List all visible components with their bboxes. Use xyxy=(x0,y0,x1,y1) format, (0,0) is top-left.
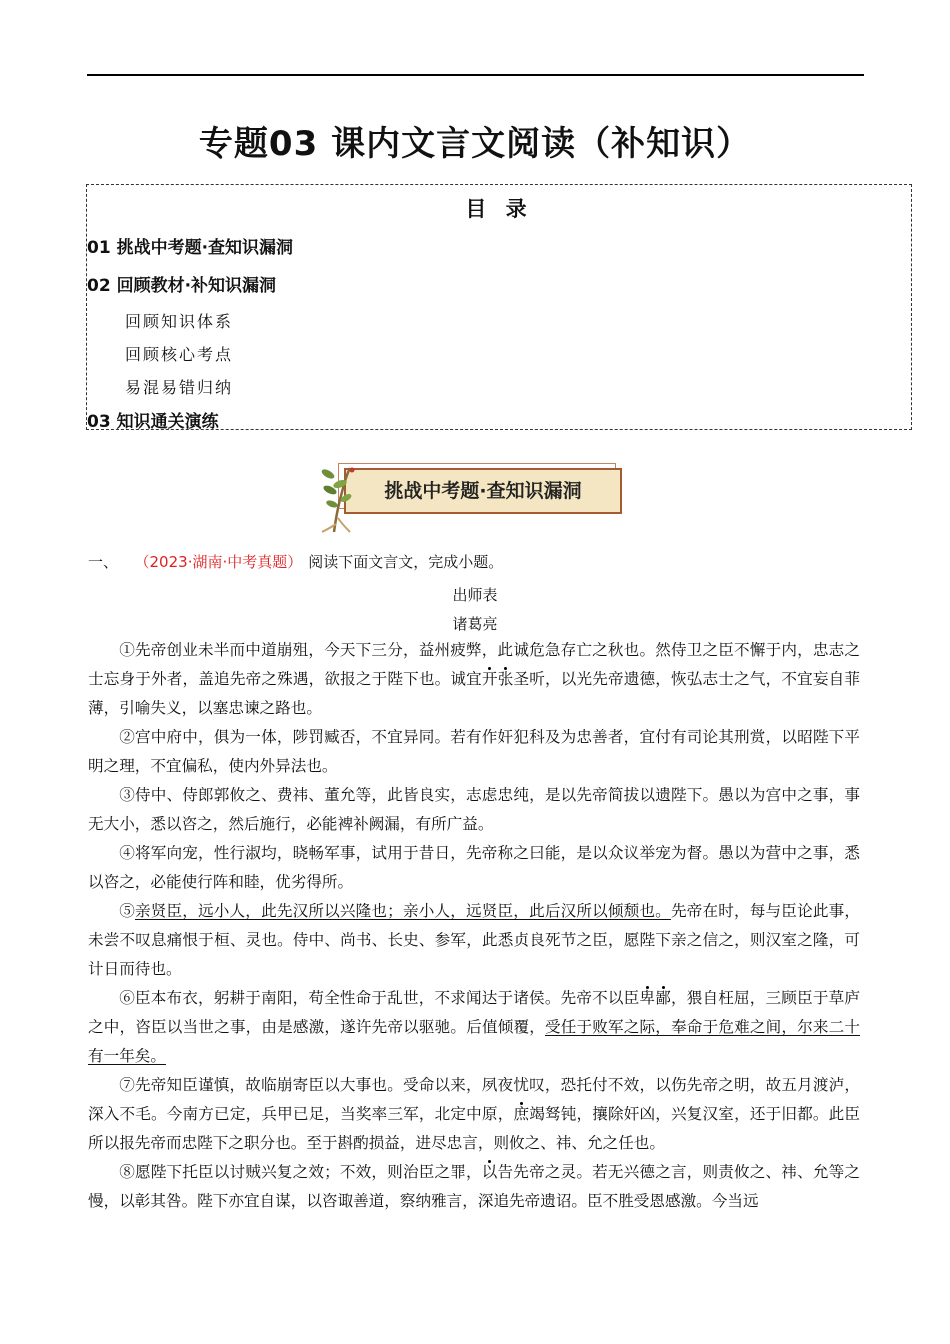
emphasis-char: 以 xyxy=(481,1163,498,1181)
header-rule xyxy=(87,74,864,76)
question-header xyxy=(88,551,503,572)
paragraph-6: ⑥臣本布衣，躬耕于南阳，苟全性命于乱世，不求闻达于诸侯。先帝不以臣卑鄙，猥自枉屈，三顾臣于草庐之中，咨臣以当世之事，由是感激，遂许先帝以驱驰。后值倾覆，受任于败军之际，奉命于危难之间，尔来二十有一年矣。 xyxy=(88,989,860,1065)
underlined-sentence: 亲贤臣，远小人，此先汉所以兴隆也；亲小人，远贤臣，此后汉所以倾颓也。 xyxy=(134,902,671,920)
paragraph-3: ③侍中、侍郎郭攸之、费祎、董允等，此皆良实，志虑忠纯，是以先帝简拔以遗陛下。愚以为宫中之事，事无大小，悉以咨之，然后施行，必能裨补阙漏，有所广益。 xyxy=(88,786,860,833)
page-title: 专题03 课内文言文阅读（补知识） xyxy=(198,124,752,164)
toc-section-1[interactable]: 01 挑战中考题·查知识漏洞 xyxy=(87,238,294,258)
paragraph-7: ⑦先帝知臣谨慎，故临崩寄臣以大事也。受命以来，夙夜忧叹，恐托付不效，以伤先帝之明，故五月渡泸，深入不毛。今南方已定，兵甲已足，当奖率三军，北定中原，庶竭驽钝，攘除奸凶，兴复汉室，还于旧都。此臣所以报先帝而忠陛下之职分也。至于斟酌损益，进尽忠言，则攸之、祎、允之任也。 xyxy=(88,1076,860,1152)
emphasis-char: 卑 xyxy=(639,989,656,1007)
paragraph-1: ①先帝创业未半而中道崩殂，今天下三分，益州疲弊，此诚危急存亡之秋也。然侍卫之臣不懈于内，忠志之士忘身于外者，盖追先帝之殊遇，欲报之于陛下也。诚宜开张圣听，以光先帝遗德，恢弘志士之气，不宜妄自菲薄，引喻失义，以塞忠谏之路也。 xyxy=(88,641,860,717)
question-prompt: 阅读下面文言文，完成小题。 xyxy=(308,553,504,571)
essay-author: 诸葛亮 xyxy=(452,615,498,633)
toc-section-2[interactable]: 02 回顾教材·补知识漏洞 xyxy=(87,276,277,296)
table-of-contents xyxy=(86,184,912,430)
toc-subitem-2[interactable]: 回顾核心考点 xyxy=(125,345,234,364)
toc-subitem-1[interactable]: 回顾知识体系 xyxy=(125,312,234,331)
emphasis-char: 开 xyxy=(481,670,498,688)
question-number: 一、 xyxy=(88,553,119,571)
paragraph-8: ⑧愿陛下托臣以讨贼兴复之效；不效，则治臣之罪，以告先帝之灵。若无兴德之言，则责攸之、祎、允等之慢，以彰其咎。陛下亦宜自谋，以咨诹善道，察纳雅言，深追先帝遗诏。臣不胜受恩感激。今当远 xyxy=(88,1163,860,1210)
question-source: （2023·湖南·中考真题） xyxy=(142,553,303,571)
paragraph-5: ⑤亲贤臣，远小人，此先汉所以兴隆也；亲小人，远贤臣，此后汉所以倾颓也。先帝在时，每与臣论此事，未尝不叹息痛恨于桓、灵也。侍中、尚书、长史、参军，此悉贞良死节之臣，愿陛下亲之信之，则汉室之隆，可计日而待也。 xyxy=(88,902,860,978)
toc-subitem-3[interactable]: 易混易错归纳 xyxy=(125,378,234,397)
essay-title: 出师表 xyxy=(452,586,498,604)
toc-section-3[interactable]: 03 知识通关演练 xyxy=(87,412,219,432)
paragraph-2: ②宫中府中，俱为一体，陟罚臧否，不宜异同。若有作奸犯科及为忠善者，宜付有司论其刑赏，以昭陛下平明之理，不宜偏私，使内外异法也。 xyxy=(88,728,860,775)
toc-heading: 目 录 xyxy=(465,197,533,221)
emphasis-char: 庶 xyxy=(513,1105,530,1123)
underlined-sentence: 受任于败军之际，奉命于危难之间，尔来二十有一年矣。 xyxy=(88,1018,860,1065)
banner-label: 挑战中考题·查知识漏洞 xyxy=(384,480,582,502)
paragraph-4: ④将军向宠，性行淑均，晓畅军事，试用于昔日，先帝称之曰能，是以众议举宠为督。愚以为营中之事，悉以咨之，必能使行阵和睦，优劣得所。 xyxy=(88,844,860,891)
essay-body xyxy=(88,636,860,1216)
section-banner xyxy=(316,462,628,534)
emphasis-char: 张 xyxy=(497,670,514,688)
emphasis-char: 鄙 xyxy=(655,989,671,1007)
ginseng-branch-icon xyxy=(316,462,362,534)
